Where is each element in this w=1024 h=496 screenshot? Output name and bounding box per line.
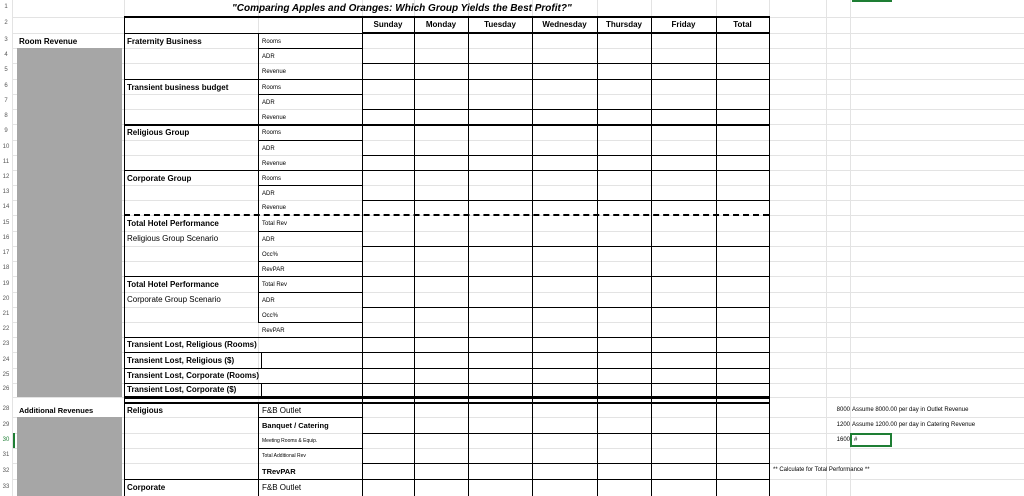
metric-total-rev[interactable]: Total Rev xyxy=(262,282,288,288)
metric-revenue[interactable]: Revenue xyxy=(262,69,287,75)
metric-total-rev[interactable]: Total Rev xyxy=(262,221,288,227)
row-number[interactable]: 8 xyxy=(4,113,8,119)
row-number[interactable]: 13 xyxy=(2,189,10,195)
row-number[interactable]: 28 xyxy=(2,406,10,412)
row-number[interactable]: 1 xyxy=(4,4,8,10)
row-number[interactable]: 6 xyxy=(4,83,8,89)
selected-cell[interactable] xyxy=(850,433,892,447)
metric-revpar[interactable]: RevPAR xyxy=(262,328,285,334)
metric-rooms[interactable]: Rooms xyxy=(262,39,282,45)
row-number-selected[interactable]: 30 xyxy=(2,437,10,443)
additional-corporate[interactable]: Corporate xyxy=(127,483,166,492)
thp-corporate-subtitle[interactable]: Corporate Group Scenario xyxy=(127,295,221,304)
metric-adr[interactable]: ADR xyxy=(262,146,275,152)
selected-row-indicator xyxy=(13,433,15,448)
group-corporate[interactable]: Corporate Group xyxy=(127,174,192,183)
header-tuesday[interactable]: Tuesday xyxy=(484,20,516,29)
row-number[interactable]: 29 xyxy=(2,422,10,428)
row-number[interactable]: 20 xyxy=(2,296,10,302)
header-friday[interactable]: Friday xyxy=(671,20,696,29)
group-transient[interactable]: Transient business budget xyxy=(127,83,229,92)
sheet-title[interactable]: "Comparing Apples and Oranges: Which Group Yields the Best Profit?" xyxy=(232,3,572,14)
metric-fb-outlet[interactable]: F&B Outlet xyxy=(262,406,302,415)
column-selection-indicator xyxy=(852,0,892,2)
row-number[interactable]: 33 xyxy=(2,484,10,490)
metric-rooms[interactable]: Rooms xyxy=(262,85,282,91)
metric-adr[interactable]: ADR xyxy=(262,191,275,197)
metric-revenue[interactable]: Revenue xyxy=(262,161,287,167)
section-additional-revenues[interactable]: Additional Revenues xyxy=(19,406,94,415)
row-number[interactable]: 12 xyxy=(2,174,10,180)
row-number[interactable]: 5 xyxy=(4,67,8,73)
row-number[interactable]: 10 xyxy=(2,144,10,150)
metric-revenue[interactable]: Revenue xyxy=(262,115,287,121)
metric-adr[interactable]: ADR xyxy=(262,237,275,243)
room-revenue-gray-block xyxy=(17,48,122,397)
header-thursday[interactable]: Thursday xyxy=(605,20,642,29)
transient-lost-religious-rooms[interactable]: Transient Lost, Religious (Rooms) xyxy=(127,340,257,349)
note-value-outlet[interactable]: 8000 xyxy=(836,407,850,413)
thp-corporate-title[interactable]: Total Hotel Performance xyxy=(127,280,219,289)
metric-adr[interactable]: ADR xyxy=(262,54,275,60)
row-number[interactable]: 4 xyxy=(4,52,8,58)
metric-fb-outlet[interactable]: F&B Outlet xyxy=(262,483,302,492)
metric-revpar[interactable]: RevPAR xyxy=(262,267,285,273)
row-number[interactable]: 17 xyxy=(2,250,10,256)
transient-lost-corporate-rooms[interactable]: Transient Lost, Corporate (Rooms) xyxy=(127,371,260,380)
row-number[interactable]: 32 xyxy=(2,468,10,474)
note-text-outlet[interactable]: Assume 8000.00 per day in Outlet Revenue xyxy=(852,407,969,413)
metric-rooms[interactable]: Rooms xyxy=(262,176,282,182)
metric-revenue[interactable]: Revenue xyxy=(262,205,287,211)
row-number[interactable]: 9 xyxy=(4,128,8,134)
metric-total-additional[interactable]: Total Additional Rev xyxy=(262,453,306,459)
note-text-catering[interactable]: Assume 1200.00 per day in Catering Revenue xyxy=(852,422,976,428)
metric-adr[interactable]: ADR xyxy=(262,100,275,106)
header-total[interactable]: Total xyxy=(733,20,752,29)
metric-banquet[interactable]: Banquet / Catering xyxy=(262,421,329,430)
row-number[interactable]: 26 xyxy=(2,386,10,392)
row-number[interactable]: 11 xyxy=(2,159,10,165)
transient-lost-corporate-dollars[interactable]: Transient Lost, Corporate ($) xyxy=(127,385,237,394)
row-number[interactable]: 22 xyxy=(2,326,10,332)
metric-trevpar[interactable]: TRevPAR xyxy=(262,467,296,476)
group-religious[interactable]: Religious Group xyxy=(127,128,190,137)
row-number[interactable]: 19 xyxy=(2,281,10,287)
header-sunday[interactable]: Sunday xyxy=(373,20,403,29)
calc-note[interactable]: ** Calculate for Total Performance ** xyxy=(773,467,870,473)
selected-cell-text: # xyxy=(854,437,858,443)
row-number[interactable]: 25 xyxy=(2,372,10,378)
header-wednesday[interactable]: Wednesday xyxy=(542,20,587,29)
note-value-third[interactable]: 1600 xyxy=(836,437,850,443)
header-monday[interactable]: Monday xyxy=(425,20,457,29)
note-value-catering[interactable]: 1200 xyxy=(836,422,850,428)
row-number[interactable]: 7 xyxy=(4,98,8,104)
row-number[interactable]: 21 xyxy=(2,311,10,317)
row-number[interactable]: 14 xyxy=(2,204,10,210)
thp-religious-subtitle[interactable]: Religious Group Scenario xyxy=(127,234,219,243)
thp-religious-title[interactable]: Total Hotel Performance xyxy=(127,219,219,228)
row-number[interactable]: 2 xyxy=(4,20,8,26)
metric-occ[interactable]: Occ% xyxy=(262,252,279,258)
transient-lost-religious-dollars[interactable]: Transient Lost, Religious ($) xyxy=(127,356,235,365)
row-number[interactable]: 18 xyxy=(2,265,10,271)
row-number[interactable]: 15 xyxy=(2,220,10,226)
additional-revenue-gray-block xyxy=(17,417,122,496)
row-number[interactable]: 24 xyxy=(2,357,10,363)
additional-religious[interactable]: Religious xyxy=(127,406,164,415)
row-number[interactable]: 23 xyxy=(2,341,10,347)
group-fraternity[interactable]: Fraternity Business xyxy=(127,37,202,46)
row-number[interactable]: 3 xyxy=(4,37,8,43)
metric-occ[interactable]: Occ% xyxy=(262,313,279,319)
row-number[interactable]: 16 xyxy=(2,235,10,241)
section-room-revenue[interactable]: Room Revenue xyxy=(19,37,78,46)
row-number[interactable]: 31 xyxy=(2,452,10,458)
metric-adr[interactable]: ADR xyxy=(262,298,275,304)
metric-meeting-rooms[interactable]: Meeting Rooms & Equip. xyxy=(262,438,318,444)
metric-rooms[interactable]: Rooms xyxy=(262,130,282,136)
